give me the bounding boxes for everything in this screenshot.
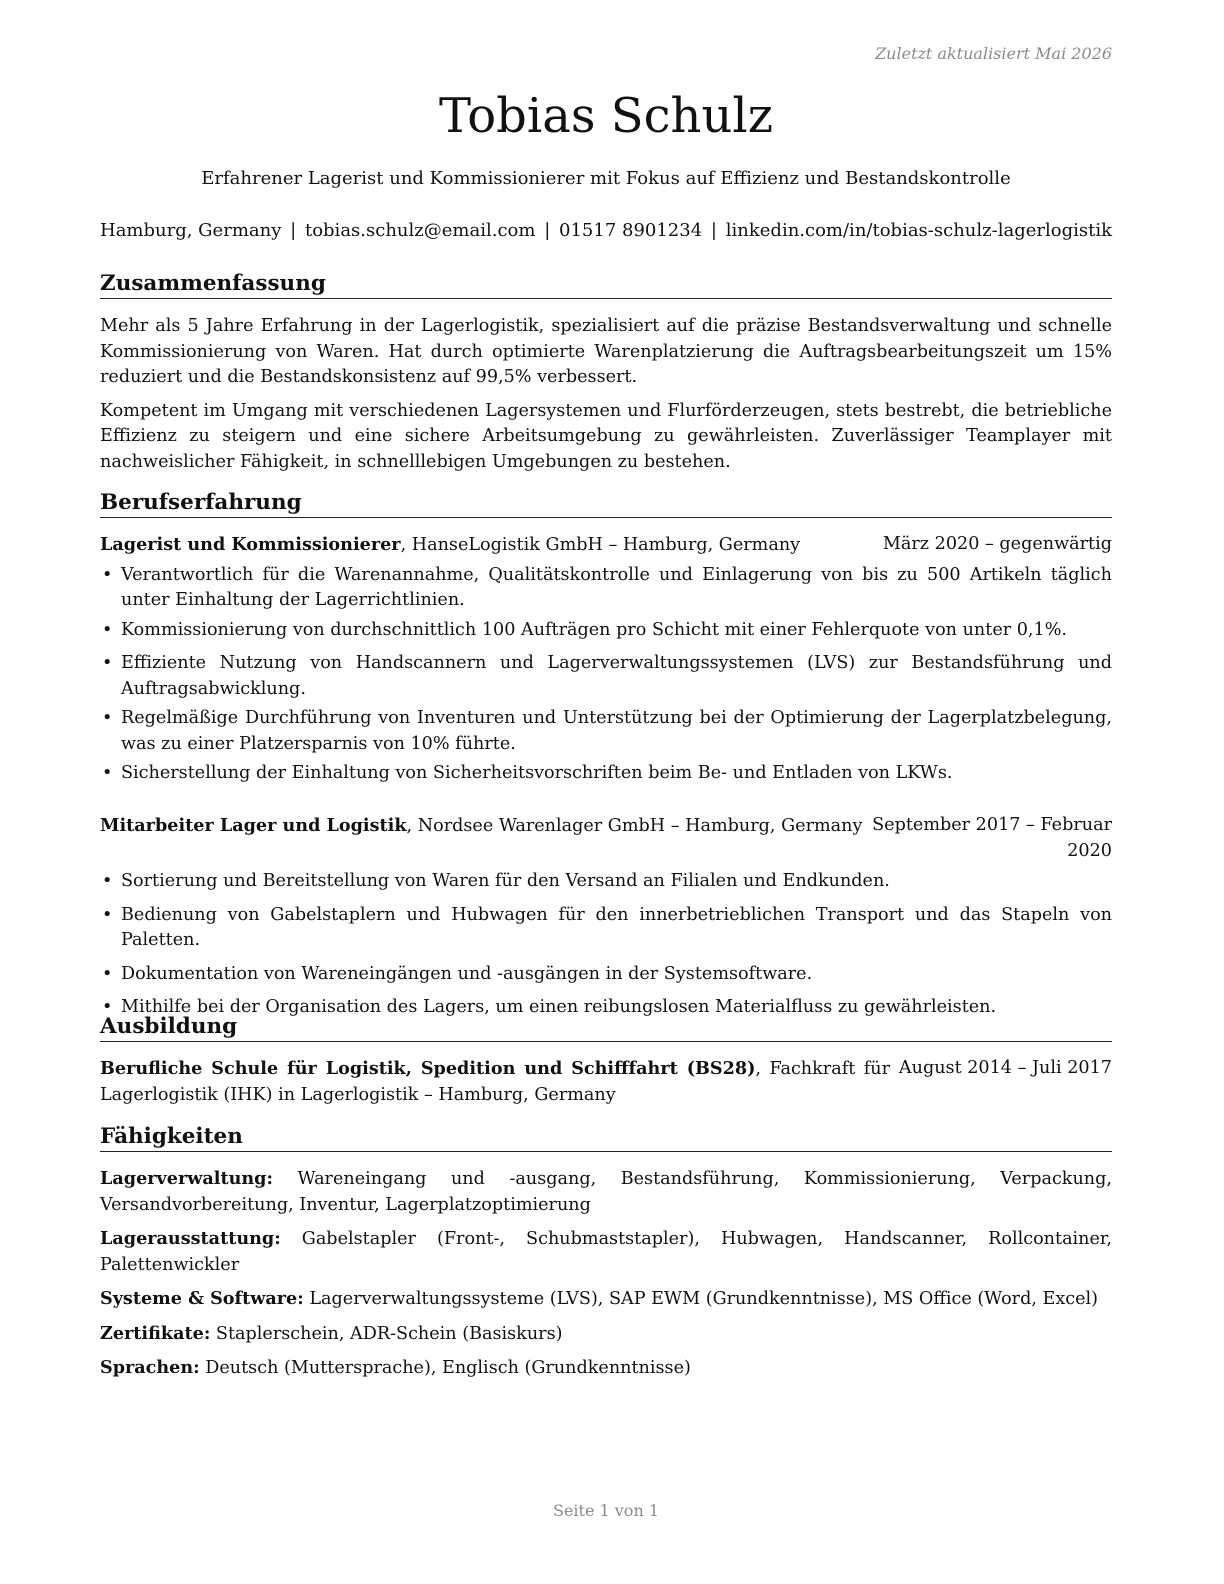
education-line <box>100 1056 890 1108</box>
education-entry <box>100 1056 1112 1108</box>
contact-location: Hamburg, Germany <box>100 220 282 241</box>
skills-section <box>100 1166 1112 1382</box>
skill-label: Sprachen: <box>100 1357 200 1378</box>
section-title-education: Ausbildung <box>100 1014 1112 1042</box>
job-title-line <box>100 532 883 559</box>
skill-line <box>100 1286 1112 1313</box>
skill-value: Lagerverwaltungssysteme (LVS), SAP EWM (Grundkenntnisse), MS Office (Word, Excel) <box>303 1289 1099 1309</box>
skill-label: Lagerverwaltung: <box>100 1168 273 1189</box>
section-title-skills: Fähigkeiten <box>100 1124 1112 1152</box>
job-bullet: • Sicherstellung der Einhaltung von Sicherheitsvorschriften beim Be- und Entladen von LKWs. <box>100 761 1112 787</box>
skill-label: Systeme & Software: <box>100 1288 304 1309</box>
job-bullets <box>100 869 1112 1021</box>
contact-email[interactable]: tobias.schulz@email.com <box>304 220 536 241</box>
education-school: Berufliche Schule für Logistik, Spedition und Schifffahrt (BS28) <box>100 1058 756 1079</box>
skill-value: Gabelstapler (Front-, Schubmaststapler), Hubwagen, Handscanner, Rollcontainer, Palettenwickler <box>100 1229 1112 1275</box>
candidate-name: Tobias Schulz <box>438 88 773 144</box>
skill-value: Staplerschein, ADR-Schein (Basiskurs) <box>210 1323 563 1344</box>
contact-line <box>100 219 1112 243</box>
skill-line <box>100 1166 1112 1218</box>
job-bullet: • Kommissionierung von durchschnittlich 100 Aufträgen pro Schicht mit einer Fehlerquote von unter 0,1%. <box>100 618 1112 644</box>
education-degree: , Fachkraft für Lagerlogistik (IHK) in Lagerlogistik – Hamburg, Germany <box>100 1059 890 1105</box>
contact-phone[interactable]: 01517 8901234 <box>559 220 703 241</box>
contact-separator: | <box>290 220 297 241</box>
job-company: , HanseLogistik GmbH – Hamburg, Germany <box>400 535 801 555</box>
job-bullet: • Regelmäßige Durchführung von Inventuren und Unterstützung bei der Optimierung der Lagerplatzbelegung, was zu einer Platzersparnis von 10% führte. <box>100 706 1112 757</box>
skill-line <box>100 1321 1112 1348</box>
job-bullet: • Verantwortlich für die Warenannahme, Qualitätskontrolle und Einlagerung von bis zu 500 Artikeln täglich unter Einhaltung der Lagerrichtlinien. <box>100 563 1112 614</box>
job-bullet: • Dokumentation von Wareneingängen und -ausgängen in der Systemsoftware. <box>100 962 1112 988</box>
skill-value: Wareneingang und -ausgang, Bestandsführung, Kommissionierung, Verpackung, Versandvorbereitung, Inventur, Lagerplatzoptimierung <box>100 1169 1112 1215</box>
skill-label: Lagerausstattung: <box>100 1228 281 1249</box>
job-bullets <box>100 563 1112 787</box>
skill-label: Zertifikate: <box>100 1322 211 1344</box>
job-bullet: • Effiziente Nutzung von Handscannern und Lagerverwaltungssystemen (LVS) zur Bestandsführung und Auftragsabwicklung. <box>100 651 1112 702</box>
job-header <box>100 532 1112 559</box>
job-header <box>100 813 1112 864</box>
job-entry <box>100 813 1112 1021</box>
page-number: Seite 1 von 1 <box>552 1501 660 1520</box>
job-company: , Nordsee Warenlager GmbH – Hamburg, Germany <box>406 816 863 836</box>
summary-section <box>100 314 1112 475</box>
job-title-line <box>100 813 872 840</box>
contact-separator: | <box>710 220 717 241</box>
skill-line <box>100 1355 1112 1382</box>
job-bullet: • Mithilfe bei der Organisation des Lagers, um einen reibungslosen Materialfluss zu gewährleisten. <box>100 995 1112 1021</box>
job-bullet: • Bedienung von Gabelstaplern und Hubwagen für den innerbetrieblichen Transport und das Stapeln von Paletten. <box>100 903 1112 954</box>
contact-linkedin[interactable]: linkedin.com/in/tobias-schulz-lagerlogistik <box>725 220 1112 241</box>
education-dates: August 2014 – Juli 2017 <box>898 1058 1112 1078</box>
education-header <box>100 1056 1112 1108</box>
summary-paragraph: Mehr als 5 Jahre Erfahrung in der Lagerlogistik, spezialisiert auf die präzise Bestandsverwaltung und schnelle Kommissionierung von Waren. Hat durch optimierte Warenplatzierung die Auftragsbearbeitungszeit um 15% reduziert und die Bestandskonsistenz auf 99,5% verbessert. <box>100 316 1112 387</box>
job-role: Lagerist und Kommissionierer <box>100 534 401 555</box>
section-title-experience: Berufserfahrung <box>100 490 1112 518</box>
section-title-summary: Zusammenfassung <box>100 271 1112 299</box>
job-bullet: • Sortierung und Bereitstellung von Waren für den Versand an Filialen und Endkunden. <box>100 869 1112 895</box>
job-role: Mitarbeiter Lager und Logistik <box>100 815 407 836</box>
summary-paragraph: Kompetent im Umgang mit verschiedenen Lagersystemen und Flurförderzeugen, stets bestrebt, die betriebliche Effizienz zu steigern und eine sichere Arbeitsumgebung zu gewährleisten. Zuverlässiger Teamplayer mit nachweislicher Fähigkeit, in schnelllebigen Umgebungen zu bestehen. <box>100 400 1112 472</box>
job-dates: September 2017 – Februar 2020 <box>872 815 1112 861</box>
job-entry <box>100 532 1112 787</box>
job-dates: März 2020 – gegenwärtig <box>882 534 1112 554</box>
resume-page <box>100 0 1112 1584</box>
skill-line <box>100 1226 1112 1278</box>
last-updated-note: Zuletzt aktualisiert Mai 2026 <box>875 44 1112 63</box>
skill-value: Deutsch (Muttersprache), Englisch (Grundkenntnisse) <box>199 1358 691 1378</box>
contact-separator: | <box>544 220 551 241</box>
candidate-headline: Erfahrener Lagerist und Kommissionierer mit Fokus auf Effizienz und Bestandskontrolle <box>201 168 1011 189</box>
